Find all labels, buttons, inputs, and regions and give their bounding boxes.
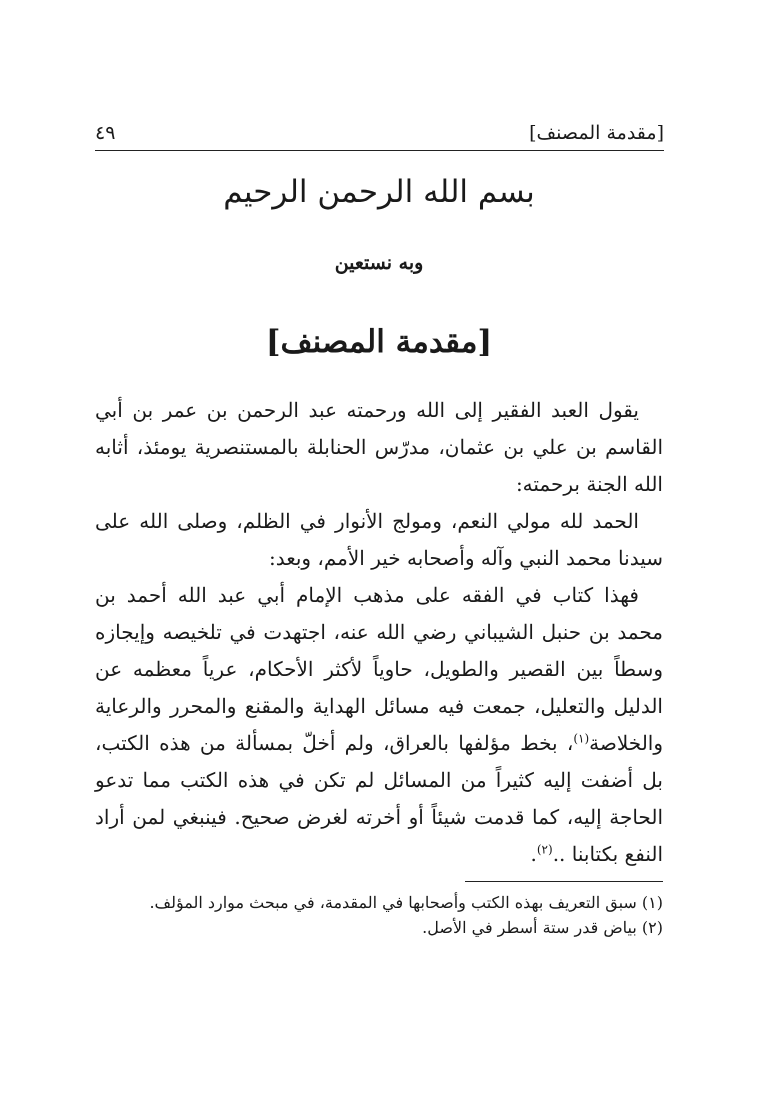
section-title: [مقدمة المصنف] xyxy=(265,324,493,360)
subtitle: وبه نستعين xyxy=(334,252,424,274)
running-header xyxy=(95,116,664,150)
footnote-rule xyxy=(465,881,663,882)
header-rule xyxy=(95,150,664,151)
footnotes xyxy=(95,890,663,940)
footnote-2: (٢) بياض قدر ستة أسطر في الأصل. xyxy=(422,918,663,937)
paragraph-part-1: فهذا كتاب في الفقه على مذهب الإمام أبي عبد الله أحمد بن محمد بن حنبل الشيباني رضي الله عنه، اجتهدت في تلخيصه وإيجازه وسطاً بين القصير والطويل، حاوياً لأكثر الأحكام، عرياً معظمه عن الدليل والتعليل، جمعت فيه مسائل الهداية والمقنع والمحرر والرعاية والخلاصة xyxy=(95,583,663,755)
paragraph-intro: يقول العبد الفقير إلى الله ورحمته عبد الرحمن بن عمر بن أبي القاسم بن علي بن عثمان، مدرّس الحنابلة بالمستنصرية يومئذ، أثابه الله الجنة برحمته: xyxy=(95,398,663,496)
footnote-ref-1[interactable]: (١) xyxy=(573,731,590,746)
paragraph-book-description xyxy=(95,577,663,873)
body-text xyxy=(95,392,663,873)
paragraph-part-3: . xyxy=(530,842,537,866)
running-title: [مقدمة المصنف] xyxy=(529,122,664,144)
paragraph-praise: الحمد لله مولي النعم، ومولج الأنوار في الظلم، وصلى الله على سيدنا محمد النبي وآله وأصحابه خير الأمم، وبعد: xyxy=(95,509,663,570)
footnote-ref-2[interactable]: (٢) xyxy=(536,842,553,857)
page-number: ٤٩ xyxy=(95,122,116,144)
paragraph-part-2: ، بخط مؤلفها بالعراق، ولم أخلّ بمسألة من هذه الكتب، بل أضفت إليه كثيراً من المسائل لم تكن في هذه الكتب مما تدعو الحاجة إليه، كما قدمت شيئاً أو أخرته لغرض صحيح. فينبغي لمن أراد النفع بكتابنا .. xyxy=(95,731,663,866)
footnote-1: (١) سبق التعريف بهذه الكتب وأصحابها في المقدمة، في مبحث موارد المؤلف. xyxy=(149,893,663,912)
basmala: بسم الله الرحمن الرحيم xyxy=(223,174,535,210)
